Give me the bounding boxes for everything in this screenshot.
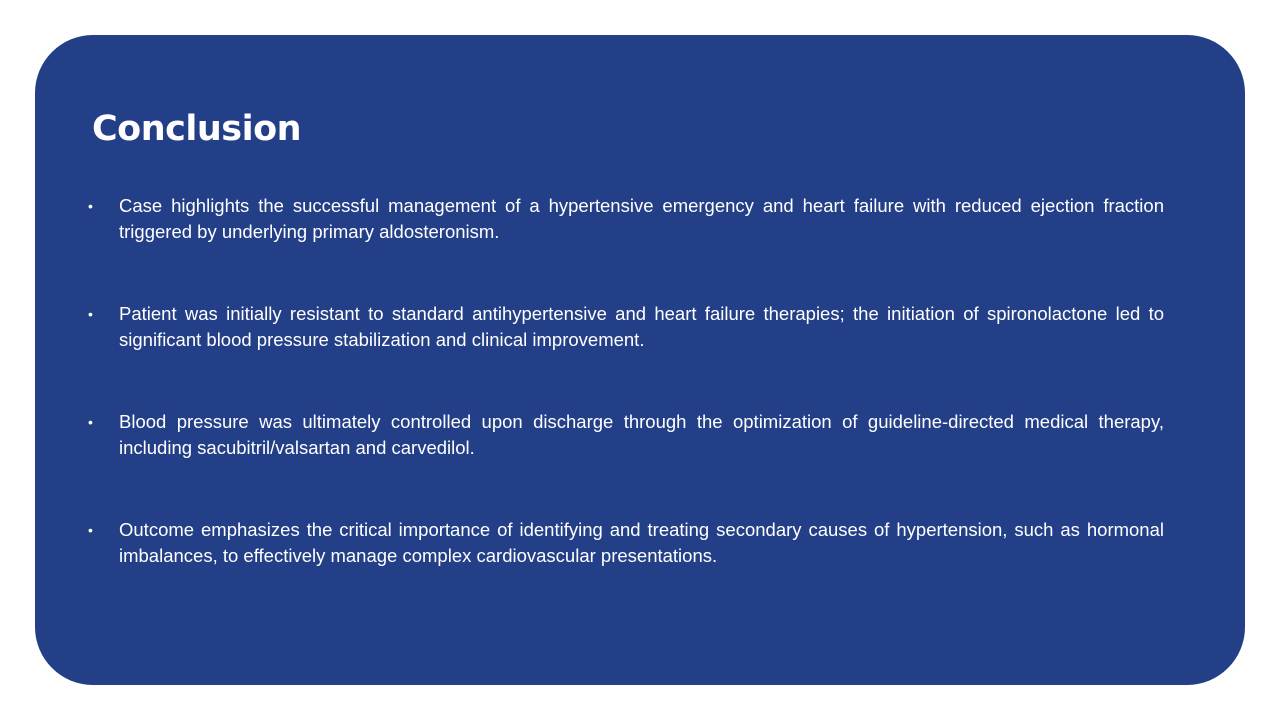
bullet-item — [84, 193, 1164, 245]
bullet-item — [84, 517, 1164, 569]
bullet-text: Outcome emphasizes the critical importance of identifying and treating secondary causes of hypertension, such as hormonal imbalances, to effectively manage complex cardiovascular presentations. — [119, 519, 1164, 566]
bullet-text: Blood pressure was ultimately controlled upon discharge through the optimization of guideline-directed medical therapy, including sacubitril/valsartan and carvedilol. — [119, 411, 1164, 458]
bullet-dot-icon: • — [88, 522, 93, 538]
conclusion-panel — [35, 35, 1245, 685]
bullet-text: Patient was initially resistant to standard antihypertensive and heart failure therapies; the initiation of spironolactone led to significant blood pressure stabilization and clinical improvement. — [119, 303, 1164, 350]
bullet-item — [84, 301, 1164, 353]
bullet-item — [84, 409, 1164, 461]
slide-title: Conclusion — [92, 109, 302, 149]
bullet-dot-icon: • — [88, 198, 93, 214]
bullet-dot-icon: • — [88, 414, 93, 430]
bullet-text: Case highlights the successful management of a hypertensive emergency and heart failure with reduced ejection fraction triggered by underlying primary aldosteronism. — [119, 195, 1164, 242]
bullet-list — [84, 193, 1164, 569]
bullet-dot-icon: • — [88, 306, 93, 322]
